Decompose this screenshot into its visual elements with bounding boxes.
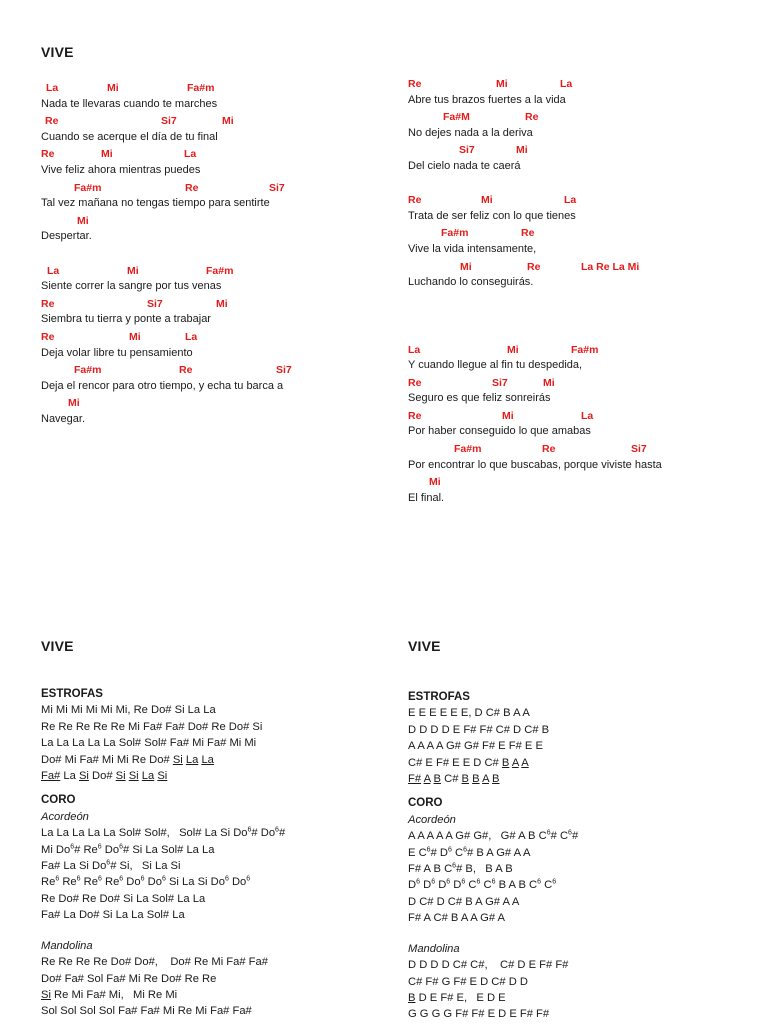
chord-label: Mi	[502, 409, 514, 422]
lyric-text: Cuando se acerque el día de tu final	[41, 130, 218, 143]
chord-line	[408, 75, 748, 92]
lyric-line	[408, 457, 748, 474]
lyric-text: Siente correr la sangre por tus venas	[41, 280, 222, 293]
chord-label: Re	[45, 115, 59, 128]
chord-label: Re	[542, 443, 556, 456]
lyric-line	[41, 228, 371, 245]
lyric-text: Tal vez mañana no tengas tiempo para sentirte	[41, 197, 270, 210]
lyric-text: Deja volar libre tu pensamiento	[41, 346, 193, 359]
chord-line	[41, 394, 371, 411]
chord-label: La	[47, 264, 60, 277]
chord-label: Re	[525, 111, 539, 124]
chord-label: Mi	[496, 78, 508, 90]
chord-label: La	[408, 343, 421, 356]
lyrics-column-right	[408, 75, 748, 506]
acordeon-label: Acordeón	[408, 813, 456, 826]
chord-label: La	[581, 409, 594, 422]
lyric-text: Y cuando llegue al fin tu despedida,	[408, 359, 583, 372]
estrofa-notes-line: E E E E E E, D C# B A A	[408, 707, 530, 720]
estrofa-notes-line: F# A B C# B B A B	[408, 773, 500, 786]
chord-line	[41, 179, 371, 196]
chord-line	[408, 191, 748, 208]
chord-line	[41, 361, 371, 378]
lyric-line	[41, 378, 371, 395]
song-title: VIVE	[41, 44, 74, 60]
chord-label: Re	[408, 78, 422, 90]
coro-heading: CORO	[408, 797, 443, 810]
lyric-text: Navegar.	[41, 412, 86, 425]
mandolina-label: Mandolina	[408, 942, 460, 955]
chord-line	[408, 108, 748, 125]
chord-line	[408, 407, 748, 424]
chord-label: Mi	[216, 297, 228, 310]
lyric-line	[408, 208, 748, 225]
lyric-line	[408, 357, 748, 374]
chord-line	[408, 440, 748, 457]
blank-line	[408, 307, 748, 324]
chord-label: Fa#m	[441, 227, 469, 240]
chord-label: La	[46, 82, 59, 94]
chord-label: Mi	[77, 214, 89, 227]
chord-label: Re	[41, 330, 55, 343]
estrofa-notes-line: Fa# La Si Do# Si Si La Si	[41, 770, 168, 783]
lyric-text: Abre tus brazos fuertes a la vida	[408, 93, 566, 106]
chord-line	[408, 374, 748, 391]
chord-label: Mi	[429, 476, 441, 489]
lyric-line	[41, 345, 371, 362]
acordeon-notes-line: Re Do# Re Do# Si La Sol# La La	[41, 892, 206, 905]
chord-label: Si7	[459, 144, 475, 157]
lyric-line	[41, 278, 371, 295]
acordeon-label: Acordeón	[41, 810, 89, 823]
chord-label: Re	[527, 260, 541, 273]
lyric-text: Trata de ser feliz con lo que tienes	[408, 209, 576, 222]
mandolina-notes-line: Do# Fa# Sol Fa# Mi Re Do# Re Re	[41, 972, 217, 985]
chord-label: Fa#M	[443, 111, 470, 124]
chord-label: Re	[41, 297, 55, 310]
lyrics-column-left	[41, 79, 371, 427]
mandolina-notes-line: Sol Sol Sol Sol Fa# Fa# Mi Re Mi Fa# Fa#	[41, 1005, 252, 1018]
blank-line	[408, 175, 748, 192]
lyric-text: Vive la vida intensamente,	[408, 242, 537, 255]
chord-label: Fa#m	[571, 343, 599, 356]
chord-label: Si7	[492, 376, 508, 389]
chord-line	[408, 141, 748, 158]
lyric-text: El final.	[408, 491, 445, 504]
lyric-line	[408, 390, 748, 407]
lyric-text: Por haber conseguido lo que amabas	[408, 425, 591, 438]
acordeon-notes-line: F# A C# B A A G# A	[408, 912, 506, 925]
chord-label: Mi	[222, 115, 234, 128]
lyric-line	[41, 96, 371, 113]
chord-label: La	[560, 78, 573, 90]
mandolina-notes-line: G G G G F# F# E D E F# F#	[408, 1008, 550, 1021]
mandolina-notes-line: D D D D C# C#, C# D E F# F#	[408, 959, 569, 972]
chord-label: Re	[41, 148, 55, 161]
lyric-line	[41, 162, 371, 179]
chord-label: Re	[408, 194, 422, 207]
estrofas-heading: ESTROFAS	[408, 691, 470, 703]
chord-label: Mi	[507, 343, 519, 356]
chord-label: Si7	[161, 115, 177, 128]
lyric-text: Vive feliz ahora mientras puedes	[41, 163, 201, 176]
chord-label: Re	[408, 409, 422, 422]
estrofas-heading: ESTROFAS	[41, 688, 103, 700]
lyric-text: Nada te llevaras cuando te marches	[41, 97, 218, 110]
mandolina-notes-line: Si Re Mi Fa# Mi, Mi Re Mi	[41, 988, 178, 1001]
sheet-title-letters: VIVE	[408, 638, 441, 654]
chord-label: Si7	[276, 364, 292, 377]
chord-label: La	[184, 148, 197, 161]
acordeon-notes-line: Fa# La Si Do$^6$# Si, Si La Si	[41, 859, 181, 873]
estrofa-notes-line: Mi Mi Mi Mi Mi Mi, Re Do# Si La La	[41, 704, 216, 717]
chord-line	[41, 145, 371, 162]
blank-line	[408, 291, 748, 308]
chord-label: Re	[179, 364, 193, 377]
lyric-line	[408, 274, 748, 291]
chord-line	[41, 112, 371, 129]
notes-sheet-solfege	[41, 686, 371, 1020]
mandolina-notes-line: B D E F# E, E D E	[408, 991, 506, 1004]
estrofa-notes-line: C# E F# E E D C# B A A	[408, 756, 529, 769]
chord-label: La Re La Mi	[581, 260, 640, 273]
lyric-text: Siembra tu tierra y ponte a trabajar	[41, 313, 211, 326]
chord-line	[41, 262, 371, 279]
chord-line	[408, 224, 748, 241]
lyric-text: Del cielo nada te caerá	[408, 159, 521, 172]
acordeon-notes-line: E $C^6\#$ $D^6$ $C^6\#$ B A G# A A	[408, 845, 531, 859]
lyric-line	[41, 129, 371, 146]
chord-label: Fa#m	[206, 264, 234, 277]
chord-line	[41, 212, 371, 229]
acordeon-notes-line: Mi Do$^6$# Re$^6$ Do$^6$# Si La Sol# La La	[41, 842, 215, 856]
acordeon-notes-line: La La La La La Sol# Sol#, Sol# La Si Do$^6$# Do$^6$#	[41, 826, 286, 840]
estrofa-notes-line: Do# Mi Fa# Mi Mi Re Do# Si La La	[41, 753, 214, 766]
chord-line	[41, 79, 371, 96]
lyric-line	[408, 158, 748, 175]
lyric-text: Despertar.	[41, 230, 92, 243]
chord-line	[408, 258, 748, 275]
chord-line	[41, 328, 371, 345]
chord-label: Fa#m	[187, 82, 215, 94]
chord-label: Fa#m	[74, 364, 102, 377]
notes-sheet-letters	[408, 689, 748, 1023]
chord-label: Re	[185, 181, 199, 194]
lyric-line	[408, 490, 748, 507]
chord-label: Mi	[516, 144, 528, 157]
lyric-line	[408, 125, 748, 142]
acordeon-notes-line: A A A A A G# G#, G# A B $C^6\#$ $C^6\#$	[408, 829, 579, 843]
chord-line	[408, 341, 748, 358]
chord-label: Mi	[481, 194, 493, 207]
lyric-text: Por encontrar lo que buscabas, porque viviste hasta	[408, 458, 662, 471]
lyric-line	[41, 411, 371, 428]
coro-heading: CORO	[41, 794, 76, 807]
acordeon-notes-line: Re$^6$ Re$^6$ Re$^6$ Re$^6$ Do$^6$ Do$^6$ Si La Si Do$^6$ Do$^6$	[41, 875, 251, 889]
estrofa-notes-line: Re Re Re Re Re Mi Fa# Fa# Do# Re Do# Si	[41, 720, 263, 733]
chord-label: Re	[408, 376, 422, 389]
acordeon-notes-line: $D^6$ $D^6$ $D^6$ $D^6$ $C^6$ $C^6$ B A B $C^6$ $C^6$	[408, 878, 557, 892]
acordeon-notes-line: F# A B $C^6\#$ B, B A B	[408, 862, 513, 876]
sheet-title-solfege: VIVE	[41, 638, 74, 654]
lyric-text: Deja el rencor para otro tiempo, y echa tu barca a	[41, 379, 284, 392]
chord-label: Mi	[129, 330, 141, 343]
chord-label: La	[185, 330, 198, 343]
acordeon-notes-line: Fa# La Do# Si La La Sol# La	[41, 909, 185, 922]
estrofa-notes-line: La La La La La Sol# Sol# Fa# Mi Fa# Mi Mi	[41, 737, 257, 750]
lyric-text: Seguro es que feliz sonreirás	[408, 392, 551, 405]
blank-line	[408, 324, 748, 341]
chord-label: Fa#m	[74, 181, 102, 194]
chord-label: Mi	[460, 260, 472, 273]
chord-label: Si7	[147, 297, 163, 310]
chord-label: La	[564, 194, 577, 207]
mandolina-notes-line: C# F# G F# E D C# D D	[408, 975, 528, 988]
chord-line	[408, 473, 748, 490]
chord-label: Mi	[101, 148, 113, 161]
estrofa-notes-line: A A A A G# G# F# E F# E E	[408, 740, 543, 753]
lyric-text: No dejes nada a la deriva	[408, 126, 533, 139]
lyric-text: Luchando lo conseguirás.	[408, 276, 534, 289]
mandolina-label: Mandolina	[41, 939, 93, 952]
chord-label: Fa#m	[454, 443, 482, 456]
chord-line	[41, 295, 371, 312]
estrofa-notes-line: D D D D E F# F# C# D C# B	[408, 723, 550, 736]
chord-label: Mi	[127, 264, 139, 277]
chord-label: Si7	[269, 181, 285, 194]
chord-label: Si7	[631, 443, 647, 456]
lyric-line	[41, 311, 371, 328]
lyric-line	[41, 195, 371, 212]
blank-line	[41, 245, 371, 262]
acordeon-notes-line: D C# D C# B A G# A A	[408, 895, 520, 908]
lyric-line	[408, 423, 748, 440]
lyric-line	[408, 241, 748, 258]
chord-label: Mi	[68, 397, 80, 410]
lyric-line	[408, 92, 748, 109]
chord-label: Mi	[107, 82, 119, 94]
chord-label: Mi	[543, 376, 555, 389]
mandolina-notes-line: Re Re Re Re Do# Do#, Do# Re Mi Fa# Fa#	[41, 956, 268, 969]
chord-label: Re	[521, 227, 535, 240]
